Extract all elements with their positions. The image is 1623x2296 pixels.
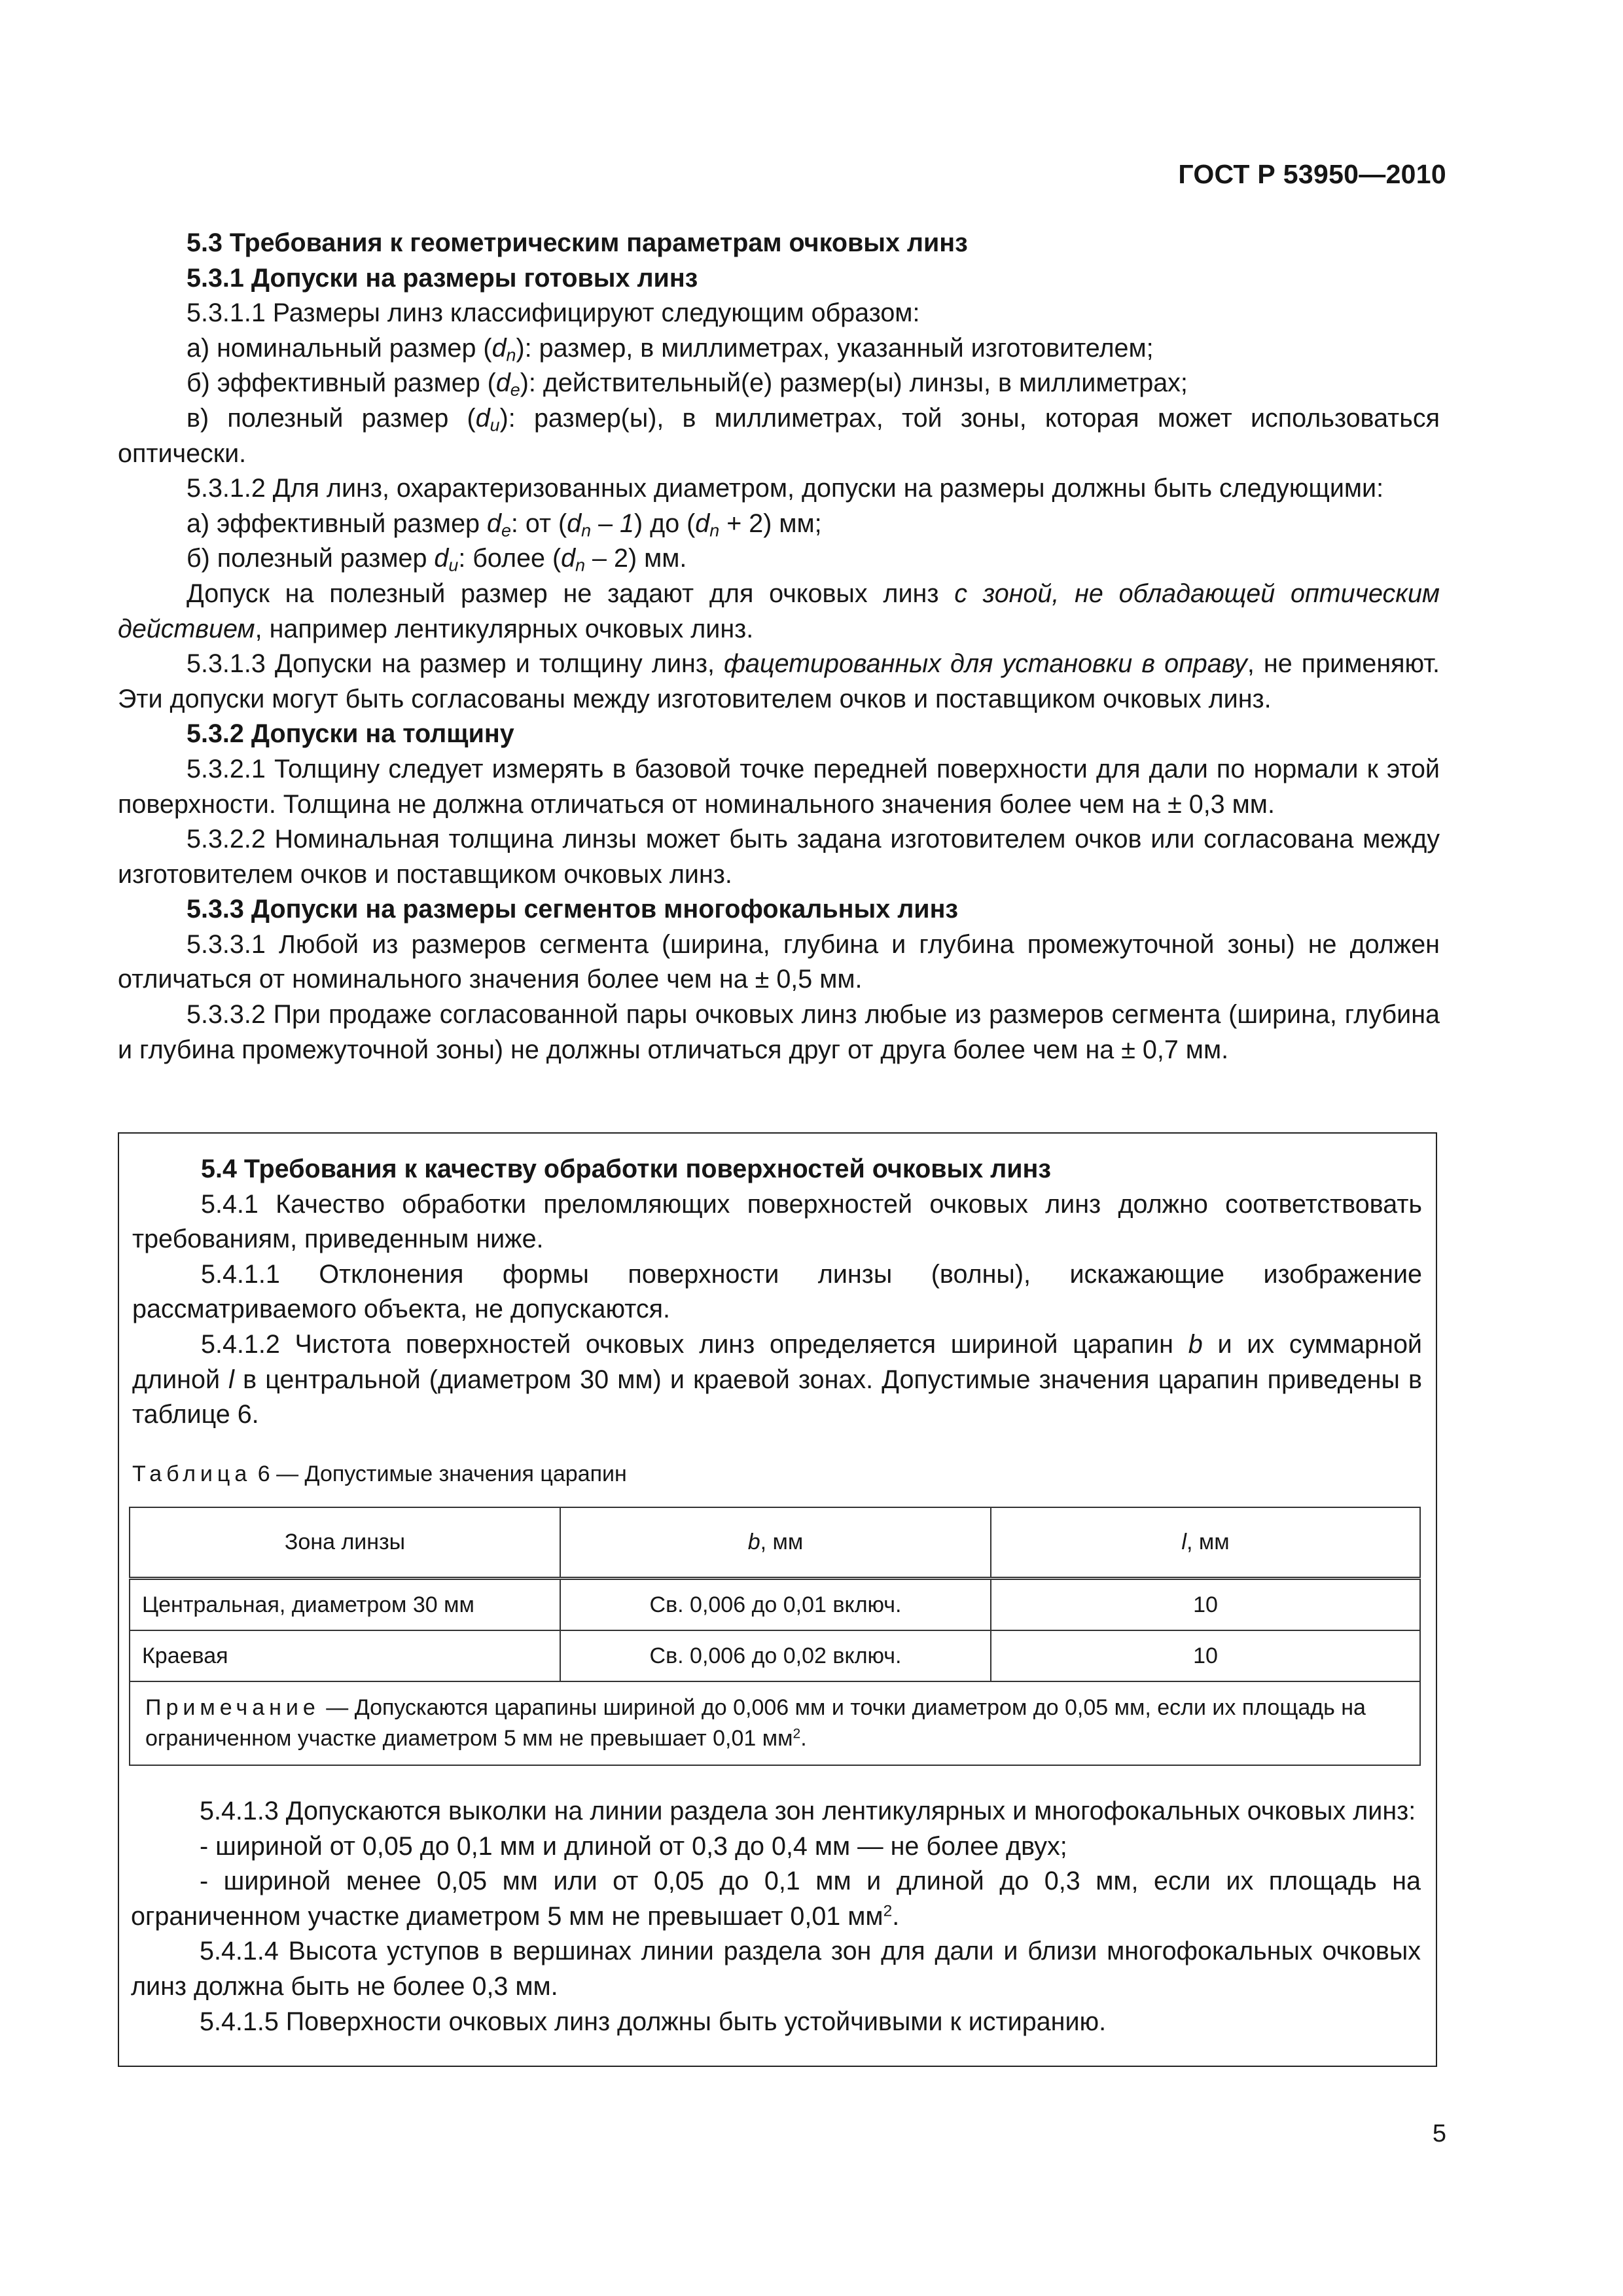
table-cell-l: 10 [991, 1630, 1420, 1681]
table-header-zone: Зона линзы [130, 1507, 560, 1579]
table-cell-b: Св. 0,006 до 0,01 включ. [560, 1579, 991, 1631]
section-5-3-1-title: 5.3.1 Допуски на размеры готовых линз [187, 263, 698, 293]
para-5-3-3-2: 5.3.3.2 При продаже согласованной пары очковых линз любые из размеров сегмента (ширина, глубина и глубина промежуточной зоны) не должны отличаться друг от друга более чем на ± 0,7 мм. [118, 1000, 1440, 1064]
table-header-b: b, мм [560, 1507, 991, 1579]
table-note: Примечание — Допускаются царапины шириной до 0,006 мм и точки диаметром до 0,05 мм, если их площадь на ограниченном участке диаметром 5 мм не превышает 0,01 $мм^2$. [130, 1681, 1420, 1765]
table-cell-zone: Центральная, диаметром 30 мм [130, 1579, 560, 1631]
list-item-a: а) номинальный размер $(d_n)$: размер, в миллиметрах, указанный изготовителем; [187, 333, 1154, 365]
para-5-4-1-2: 5.4.1.2 Чистота поверхностей очковых линз определяется шириной царапин b и их суммарной длиной l в центральной (диаметром 30 мм) и краевой зонах. Допустимые значения царапин приведены в таблице 6. [132, 1329, 1423, 1429]
para-5-4-1: 5.4.1 Качество обработки преломляющих поверхностей очковых линз должно соответствовать требованиям, приведенным ниже. [132, 1189, 1422, 1254]
list-item-dash-1: - шириной от 0,05 до 0,1 мм и длиной от 0,3 до 0,4 мм — не более двух; [200, 1831, 1067, 1861]
para-5-4-1-5: 5.4.1.5 Поверхности очковых линз должны быть устойчивыми к истиранию. [200, 2007, 1107, 2036]
table-cell-zone: Краевая [130, 1630, 560, 1681]
document-header-id: ГОСТ Р 53950—2010 [1178, 159, 1446, 189]
section-5-3-title: 5.3 Требования к геометрическим параметрам очковых линз [187, 228, 968, 257]
table-row [130, 1579, 1420, 1631]
section-5-3 [118, 226, 1440, 1067]
list-item-dash-2: - шириной менее 0,05 мм или от 0,05 до 0,1 мм и длиной до 0,3 мм, если их площадь на ограниченном участке диаметром 5 мм не превышает 0,01 $мм^2$. [131, 1867, 1421, 1931]
para-5-4-1-4: 5.4.1.4 Высота уступов в вершинах линии раздела зон для дали и близи многофокальных очковых линз должна быть не более 0,3 мм. [131, 1937, 1421, 2001]
table-header-row [130, 1507, 1420, 1579]
table-6 [129, 1507, 1421, 1766]
section-5-3-3-title: 5.3.3 Допуски на размеры сегментов многофокальных линз [187, 895, 959, 924]
para-5-3-3-1: 5.3.3.1 Любой из размеров сегмента (ширина, глубина и глубина промежуточной зоны) не должен отличаться от номинального значения более чем на ± 0,5 мм. [118, 929, 1440, 994]
table-6-caption: Таблица 6 — Допустимые значения царапин [132, 1461, 627, 1486]
list-item-b2: б) полезный размер $d_u$: более $(d_n - 2)$ мм. [187, 544, 687, 576]
page-number: 5 [1432, 2120, 1446, 2147]
table-cell-l: 10 [991, 1579, 1420, 1631]
section-5-4-title: 5.4 Требования к качеству обработки поверхностей очковых линз [201, 1155, 1052, 1183]
para-5-4-1-1: 5.4.1.1 Отклонения формы поверхности линзы (волны), искажающие изображение рассматриваемого объекта, не допускаются. [132, 1259, 1422, 1324]
para-5-3-1-2: 5.3.1.2 Для линз, охарактеризованных диаметром, допуски на размеры должны быть следующими: [187, 474, 1384, 503]
list-item-a2: а) эффективный размер $d_e$: от $(d_n - 1)$ до $(d_n + 2)$ мм; [187, 509, 822, 541]
table-header-l: l, мм [991, 1507, 1420, 1579]
table-row [130, 1630, 1420, 1681]
para-5-3-1-1: 5.3.1.1 Размеры линз классифицируют следующим образом: [187, 298, 920, 328]
para-5-3-1-3: 5.3.1.3 Допуски на размер и толщину линз, фацетированных для установки в оправу, не применяют. Эти допуски могут быть согласованы между изготовителем очков и поставщиком очковых линз. [118, 649, 1440, 713]
list-item-v: в) полезный размер $(d_u)$: размер(ы), в миллиметрах, той зоны, которая может использоваться оптически. [118, 403, 1440, 468]
section-5-4-top [132, 1152, 1422, 1766]
para-5-4-1-3: 5.4.1.3 Допускаются выколки на линии раздела зон лентикулярных и многофокальных очковых линз: [200, 1797, 1416, 1825]
list-item-b: б) эффективный размер $(d_e)$: действительный(е) размер(ы) линзы, в миллиметрах; [187, 368, 1188, 401]
section-5-3-2-title: 5.3.2 Допуски на толщину [187, 719, 514, 749]
section-5-4-bottom [131, 1794, 1421, 2039]
table-note-row [130, 1681, 1420, 1765]
para-5-3-2-2: 5.3.2.2 Номинальная толщина линзы может быть задана изготовителем очков или согласована между изготовителем очков и поставщиком очковых линз. [118, 825, 1440, 889]
para-5-3-2-1: 5.3.2.1 Толщину следует измерять в базовой точке передней поверхности для дали по нормали к этой поверхности. Толщина не должна отличаться от номинального значения более чем на ± 0,3 мм. [118, 754, 1440, 819]
para-tolerance-note: Допуск на полезный размер не задают для очковых линз с зоной, не обладающей оптическим действием, например лентикулярных очковых линз. [118, 579, 1440, 643]
table-cell-b: Св. 0,006 до 0,02 включ. [560, 1630, 991, 1681]
